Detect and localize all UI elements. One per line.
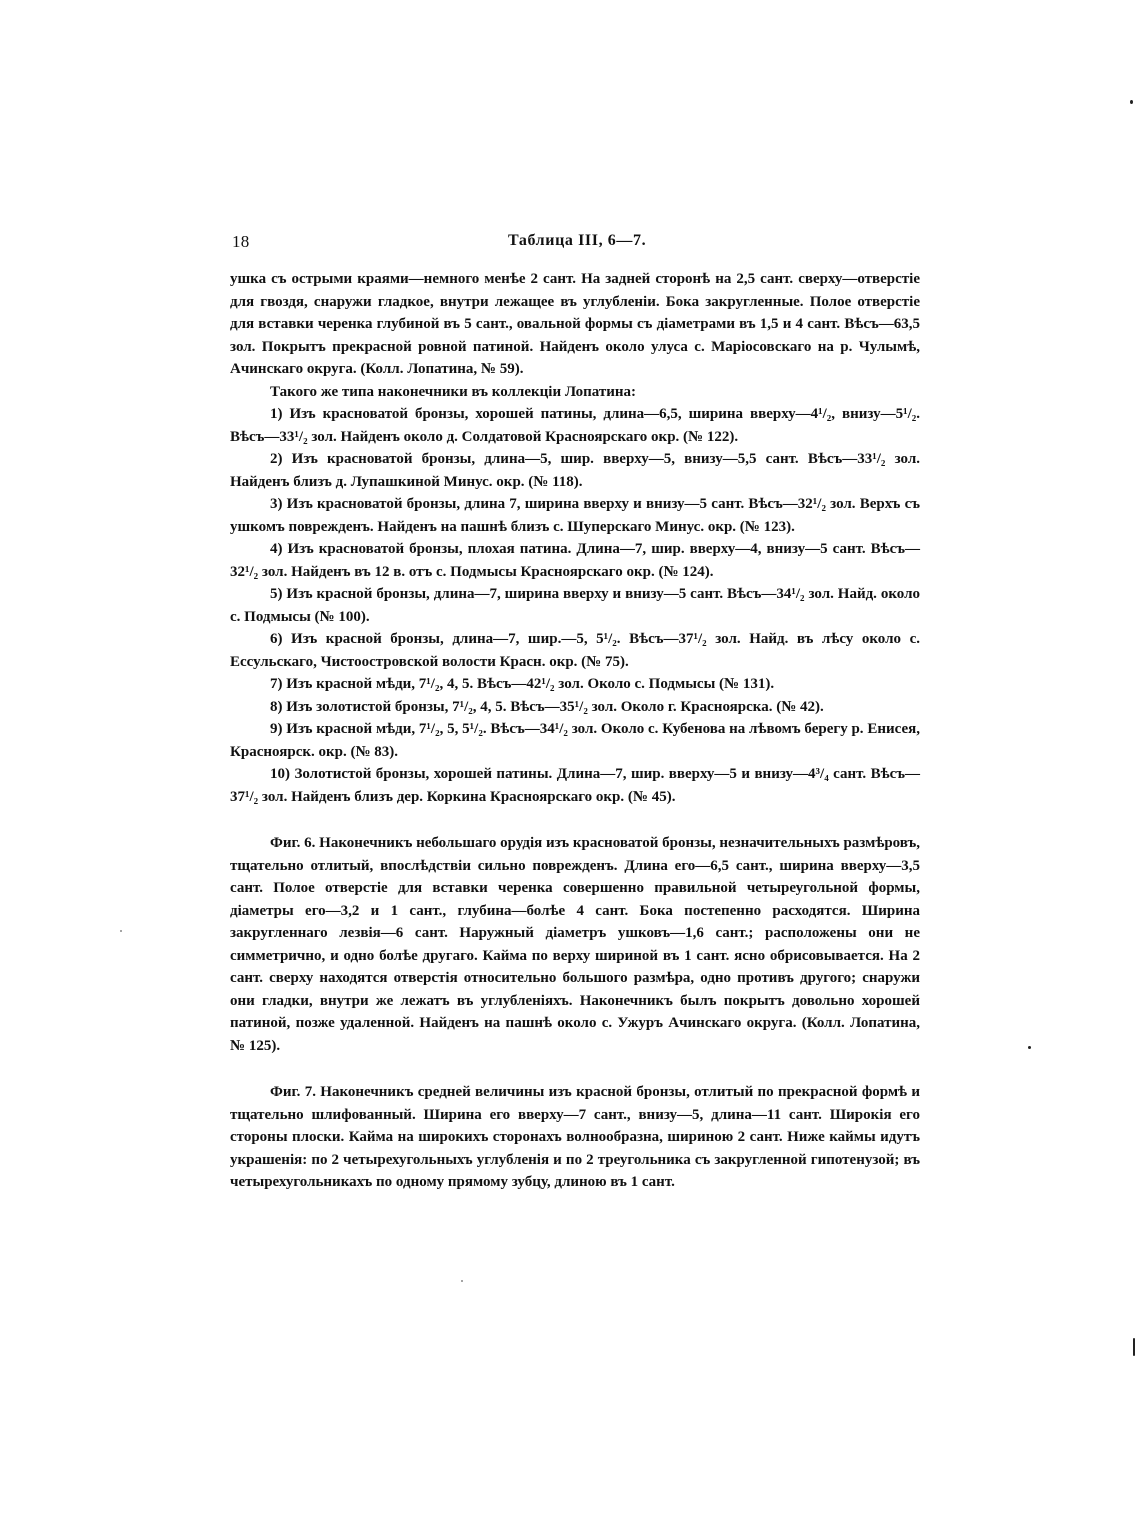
figure-7-description (230, 1081, 920, 1194)
list-item: 1) Изъ красноватой бронзы, хорошей патины, длина—6,5, ширина вверху—4¹/₂, внизу—5¹/₂. Вѣсъ—33¹/₂ зол. Найденъ около д. Солдатовой Красноярскаго окр. (№ 122). (230, 406, 920, 445)
list-item: 6) Изъ красной бронзы, длина—7, шир.—5, 5¹/₂. Вѣсъ—37¹/₂ зол. Найд. въ лѣсу около с. Ессульскаго, Чистоостровской волости Красн. окр. (№ 75). (230, 631, 920, 670)
list-item: 10) Золотистой бронзы, хорошей патины. Длина—7, шир. вверху—5 и внизу—4³/₄ сант. Вѣсъ—37¹/₂ зол. Найденъ близъ дер. Коркина Красноярскаго окр. (№ 45). (230, 766, 920, 805)
scan-speck (120, 930, 122, 932)
figure-7-text: Наконечникъ средней величины изъ красной бронзы, отлитый по прекрасной формѣ и тщательно шлифованный. Ширина его вверху—7 сант., внизу—5, длина—11 сант. Широкія его стороны плоски. Кайма на широкихъ сторонахъ волнообразна, шириною 2 сант. Ниже каймы идутъ украшенія: по 2 четырехугольныхъ углубленія и по 2 треугольника съ закругленной гипотенузой; въ четырехугольникахъ по одному прямому зубцу, длиною въ 1 сант. (230, 1084, 921, 1190)
figure-7-label: Фиг. 7. (270, 1084, 316, 1100)
list-item: 3) Изъ красноватой бронзы, длина 7, ширина вверху и внизу—5 сант. Вѣсъ—32¹/₂ зол. Верхъ съ ушкомъ поврежденъ. Найденъ на пашнѣ близъ с. Шуперскаго Минус. окр. (№ 123). (230, 496, 920, 535)
scan-speck (461, 1280, 463, 1282)
paragraph-collection-intro: Такого же типа наконечники въ коллекціи Лопатина: (270, 383, 637, 400)
scan-speck (1133, 1338, 1135, 1356)
figure-6-label: Фиг. 6. (270, 835, 316, 851)
figure-6-text: Наконечникъ небольшаго орудія изъ красноватой бронзы, незначительныхъ размѣровъ, тщательно отлитый, впослѣдствіи сильно поврежденъ. Длина его—6,5 сант., ширина вверху—3,5 сант. Полое отверстіе для вставки черенка совершенно правильной четыреугольной формы, діаметры его—3,2 и 1 сант., глубина—болѣе 4 сант. Бока постепенно расходятся. Ширина закругленнаго лезвія—6 сант. Наружный діаметръ ушковъ—1,6 сант.; расположены они не симметрично, и одно болѣе другаго. Кайма по верху шириной въ 1 сант. ясно обрисовывается. На 2 сант. сверху находятся отверстія относительно большого размѣра, одно противъ другого; снаружи они гладки, внутри же лежатъ въ углубленіяхъ. Наконечникъ былъ покрытъ довольно хорошей патиной, позже удаленной. Найденъ на пашнѣ около с. Ужуръ Ачинскаго округа. (Колл. Лопатина, № 125). (230, 835, 921, 1054)
section-gap (230, 1057, 920, 1081)
page-number: 18 (232, 232, 250, 251)
section-gap (230, 808, 920, 832)
list-item: 8) Изъ золотистой бронзы, 7¹/₂, 4, 5. Вѣсъ—35¹/₂ зол. Около г. Красноярска. (№ 42). (270, 698, 824, 715)
body-text (230, 268, 920, 1194)
list-item: 4) Изъ красноватой бронзы, плохая патина. Длина—7, шир. вверху—4, внизу—5 сант. Вѣсъ—32¹/₂ зол. Найденъ въ 12 в. отъ с. Подмысы Красноярскаго окр. (№ 124). (230, 541, 920, 580)
figure-6-description (230, 832, 920, 1057)
list-item: 9) Изъ красной мѣди, 7¹/₂, 5, 5¹/₂. Вѣсъ—34¹/₂ зол. Около с. Кубенова на лѣвомъ берегу р. Енисея, Красноярск. окр. (№ 83). (230, 721, 920, 760)
list-item: 5) Изъ красной бронзы, длина—7, ширина вверху и внизу—5 сант. Вѣсъ—34¹/₂ зол. Найд. около с. Подмысы (№ 100). (230, 586, 920, 625)
scan-speck (1130, 100, 1133, 104)
list-item: 7) Изъ красной мѣди, 7¹/₂, 4, 5. Вѣсъ—42¹/₂ зол. Около с. Подмысы (№ 131). (270, 676, 775, 692)
paragraph-continuation: ушка съ острыми краями—немного менѣе 2 сант. На задней сторонѣ на 2,5 сант. сверху—отверстіе для гвоздя, снаружи гладкое, внутри лежащее въ углубленіи. Бока закругленные. Полое отверстіе для вставки черенка глубиной въ 5 сант., овальной формы съ діаметрами въ 1,5 и 4 сант. Вѣсъ—63,5 зол. Покрытъ прекрасной ровной патиной. Найденъ около улуса с. Маріосовскаго на р. Чулымѣ, Ачинскаго округа. (Колл. Лопатина, № 59). (230, 271, 920, 377)
running-title: Таблица III, 6—7. (508, 232, 647, 249)
list-item: 2) Изъ красноватой бронзы, длина—5, шир. вверху—5, внизу—5,5 сант. Вѣсъ—33¹/₂ зол. Найденъ близъ д. Лупашкиной Минус. окр. (№ 118). (230, 451, 920, 490)
page-header (230, 232, 920, 256)
scan-speck (1028, 1046, 1031, 1049)
